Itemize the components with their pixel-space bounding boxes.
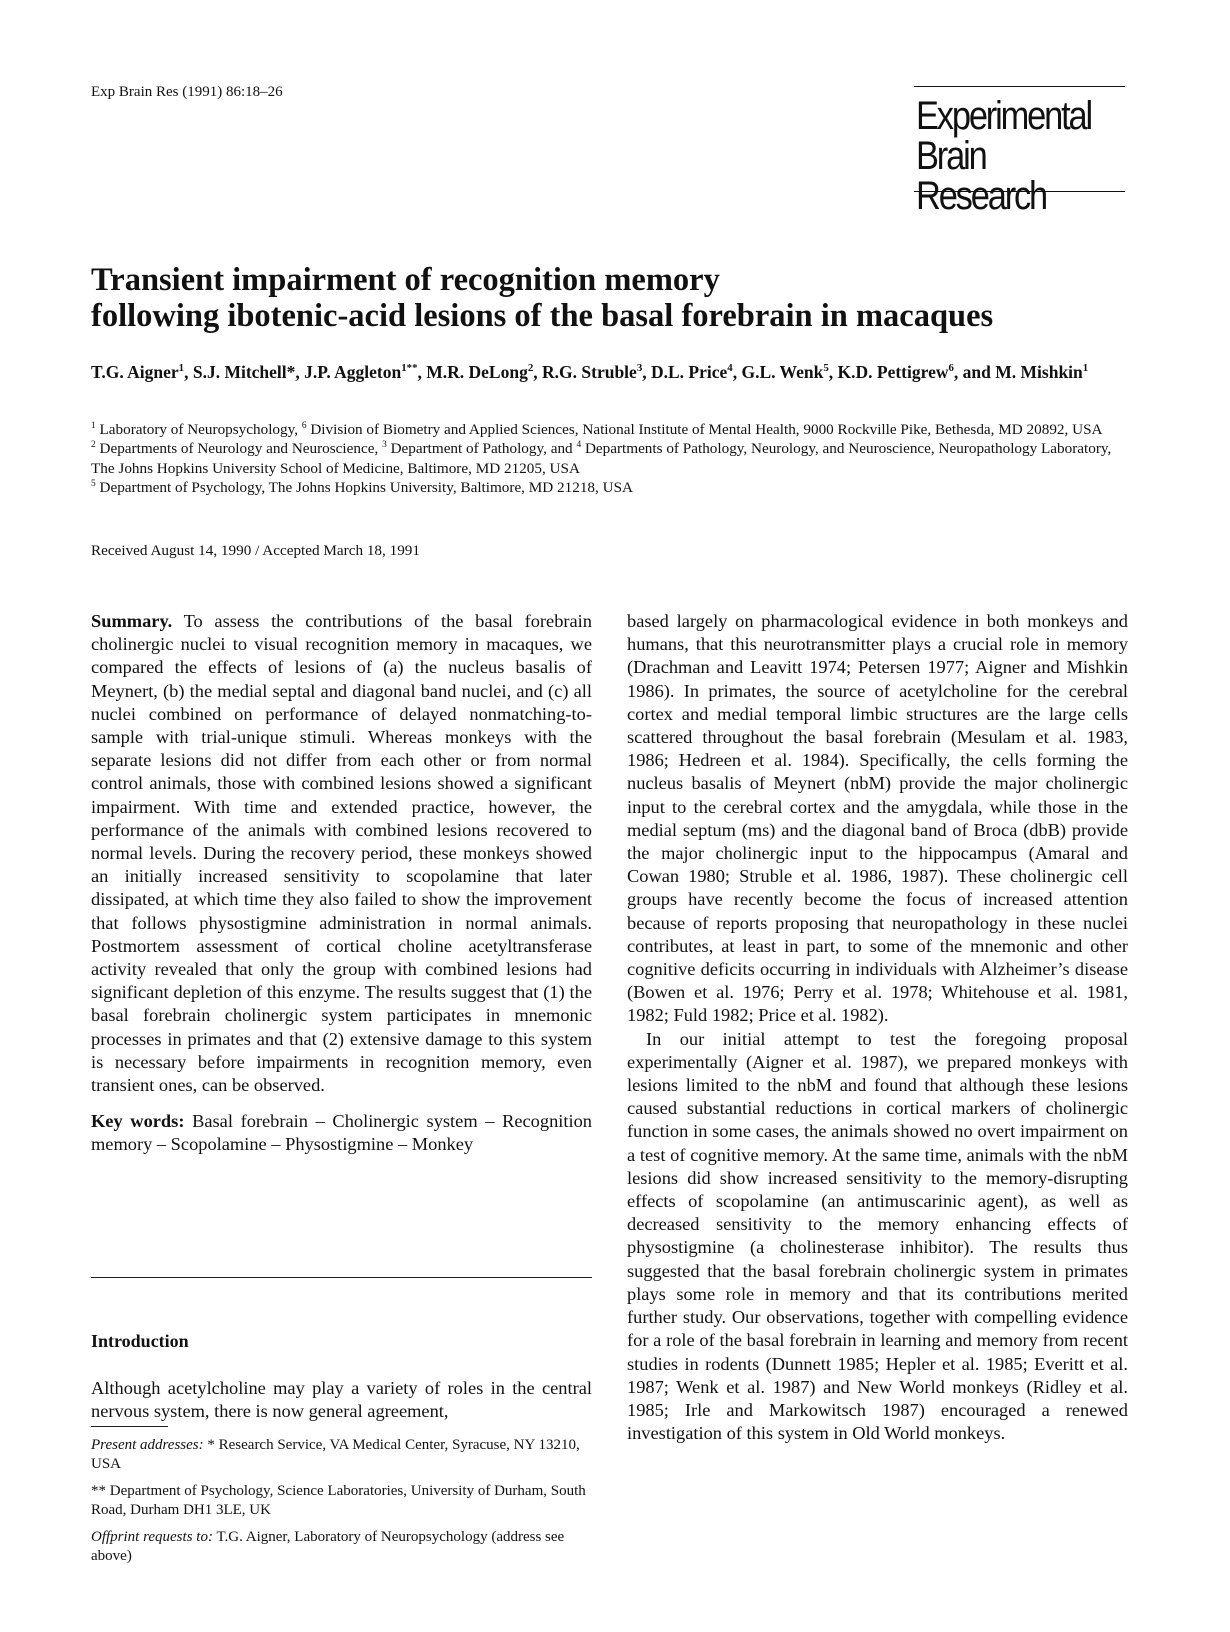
affil-marker: 2: [91, 440, 96, 451]
affil-text: Department of Psychology, The Johns Hopkins University, Baltimore, MD 21218, USA: [99, 479, 633, 497]
footnotes: [91, 1436, 592, 1574]
affiliation-2: [91, 439, 1136, 478]
summary-text: To assess the contributions of the basal forebrain cholinergic nuclei to visual recognition memory in macaques, we compared the effects of lesions of (a) the nucleus basalis of Meynert, (b) the medial septal and diagonal band nuclei, and (c) all nuclei combined on performance of delayed nonmatching-to-sample with trial-unique stimuli. Whereas monkeys with the separate lesions did not differ from each other or from normal control animals, those with combined lesions showed a significant impairment. With time and extended practice, however, the performance of the animals with combined lesions recovered to normal levels. During the recovery period, these monkeys showed an initially increased sensitivity to scopolamine that later dissipated, at which time they also failed to show the improvement that follows physostigmine administration in normal animals. Postmortem assessment of cortical choline acetyltransferase activity revealed that only the group with combined lesions had significant depletion of this enzyme. The results suggest that (1) the basal forebrain cholinergic system participates in mnemonic processes in primates and that (2) extensive damage to this system is necessary before impairments in recognition memory, even transient ones, can be observed.: [91, 611, 592, 1096]
affiliation-3: [91, 478, 1136, 497]
journal-logo-bottom-rule: [914, 191, 1125, 192]
summary-paragraph: [91, 610, 592, 1097]
footnote-text: T.G. Aigner, Laboratory of Neuropsychology (address see above): [91, 1529, 565, 1564]
affil-marker: 5: [91, 479, 96, 490]
affil-text: Laboratory of Neuropsychology,: [99, 421, 299, 438]
author-1: T.G. Aigner: [91, 362, 179, 382]
author-4-affil: 2: [527, 362, 534, 375]
affil-marker: 1: [91, 420, 96, 431]
footnote-durham: ** Department of Psychology, Science Laboratories, University of Durham, South Road, Durham DH1 3LE, UK: [91, 1483, 586, 1518]
keywords-paragraph: [91, 1110, 592, 1156]
affil-text: Division of Biometry and Applied Sciences, National Institute of Mental Health, 9000 Rockville Pike, Bethesda, MD 20892, USA: [310, 421, 1103, 438]
footnote-text: * Research Service, VA Medical Center, Syracuse, NY 13210, USA: [91, 1437, 580, 1472]
author-8-affil: 6: [948, 362, 954, 375]
affil-marker: 3: [382, 440, 387, 451]
footnote-label: Present addresses:: [91, 1437, 204, 1453]
author-1-affil: 1: [178, 362, 185, 375]
journal-citation: Exp Brain Res (1991) 86:18–26: [91, 84, 283, 100]
author-6: D.L. Price: [651, 362, 728, 382]
affil-text: Department of Pathology, and: [390, 440, 573, 458]
author-5: R.G. Struble: [542, 362, 637, 382]
affil-text: Departments of Pathology, Neurology, and Neuroscience, Neuropathology Laboratory, The Johns Hopkins University School of Medicine, Baltimore, MD 21205, USA: [91, 440, 1112, 477]
right-column: [627, 610, 1128, 1445]
title-line-2: following ibotenic-acid lesions of the basal forebrain in macaques: [91, 298, 994, 334]
affiliations: [91, 420, 1136, 498]
keywords-heading: Key words:: [91, 1111, 185, 1132]
affil-marker: 4: [576, 440, 582, 451]
footnote-label: Offprint requests to:: [91, 1529, 213, 1545]
author-5-affil: 3: [636, 362, 643, 375]
journal-logo: [916, 96, 1098, 216]
footnote-present-address: [91, 1436, 592, 1474]
introduction-text: Although acetylcholine may play a variety of roles in the central nervous system, there is now general agreement,: [91, 1378, 592, 1422]
author-7-affil: 5: [823, 362, 829, 375]
footnote-rule: [91, 1426, 168, 1427]
keywords-text: Basal forebrain – Cholinergic system – Recognition memory – Scopolamine – Physostigmine – Monkey: [91, 1111, 592, 1155]
left-column: [91, 610, 592, 1157]
received-dates: Received August 14, 1990 / Accepted March 18, 1991: [91, 542, 420, 559]
author-6-affil: 4: [727, 362, 733, 375]
author-7: G.L. Wenk: [741, 362, 824, 382]
author-list: T.G. Aigner$^1$, S.J. Mitchell*, J.P. Aggleton$^{1**}$, M.R. DeLong$^2$, R.G. Struble$^3$, D.L. Price$^4$, G.L. Wenk$^5$, K.D. Pettigrew$^6$, and M. Mishkin$^1$: [91, 362, 1089, 382]
section-divider: [91, 1277, 592, 1278]
summary-heading: Summary.: [91, 611, 173, 631]
author-3-affil: 1**: [401, 362, 418, 375]
author-3: J.P. Aggleton: [304, 362, 402, 382]
intro-paragraph-2: In our initial attempt to test the foregoing proposal experimentally (Aigner et al. 1987), we prepared monkeys with lesions limited to the nbM and found that although these lesions caused substantial reductions in cortical markers of cholinergic function in some cases, the animals showed no overt impairment on a test of cognitive memory. At the same time, animals with the nbM lesions did show increased sensitivity to the memory-disrupting effects of scopolamine (an antimuscarinic agent), as well as decreased sensitivity to the memory enhancing effects of physostigmine (a cholinesterase inhibitor). The results thus suggested that the basal forebrain cholinergic system in primates plays some role in memory and that its contributions merited further study. Our observations, together with compelling evidence for a role of the basal forebrain in learning and memory from recent studies in rodents (Dunnett 1985; Hepler et al. 1985; Everitt et al. 1987; Wenk et al. 1987) and New World monkeys (Ridley et al. 1985; Irle and Markowitsch 1987) encouraged a renewed investigation of this system in Old World monkeys.: [627, 1028, 1128, 1444]
journal-logo-top-rule: [914, 86, 1125, 87]
journal-logo-line2: Brain Research: [916, 134, 1047, 218]
footnote-offprint: [91, 1528, 592, 1566]
title-line-1: Transient impairment of recognition memory: [91, 262, 720, 298]
author-8: K.D. Pettigrew: [837, 362, 949, 382]
journal-logo-line1: Experimental: [916, 94, 1091, 138]
author-9: M. Mishkin: [995, 362, 1083, 382]
affil-text: Departments of Neurology and Neuroscience,: [99, 440, 379, 458]
intro-paragraph-1: based largely on pharmacological evidence in both monkeys and humans, that this neurotransmitter plays a crucial role in memory (Drachman and Leavitt 1974; Petersen 1977; Aigner and Mishkin 1986). In primates, the source of acetylcholine for the cerebral cortex and medial temporal limbic structures are the large cells scattered throughout the basal forebrain (Mesulam et al. 1983, 1986; Hedreen et al. 1984). Specifically, the cells forming the nucleus basalis of Meynert (nbM) provide the major cholinergic input to the cerebral cortex and the amygdala, while those in the medial septum (ms) and the diagonal band of Broca (dbB) provide the major cholinergic input to the hippocampus (Amaral and Cowan 1980; Struble et al. 1986, 1987). These cholinergic cell groups have recently become the focus of increased attention because of reports proposing that neuropathology in these nuclei contributes, at least in part, to some of the mnemonic and other cognitive deficits occurring in individuals with Alzheimer’s disease (Bowen et al. 1976; Perry et al. 1978; Whitehouse et al. 1981, 1982; Fuld 1982; Price et al. 1982).: [627, 611, 1128, 1026]
affil-marker: 6: [301, 420, 307, 431]
introduction-heading: Introduction: [91, 1331, 189, 1351]
article-title: [91, 262, 1131, 334]
author-2: S.J. Mitchell*: [192, 362, 296, 382]
affiliation-1: [91, 420, 1136, 439]
author-4: M.R. DeLong: [426, 362, 528, 382]
author-9-affil: 1: [1082, 362, 1089, 375]
